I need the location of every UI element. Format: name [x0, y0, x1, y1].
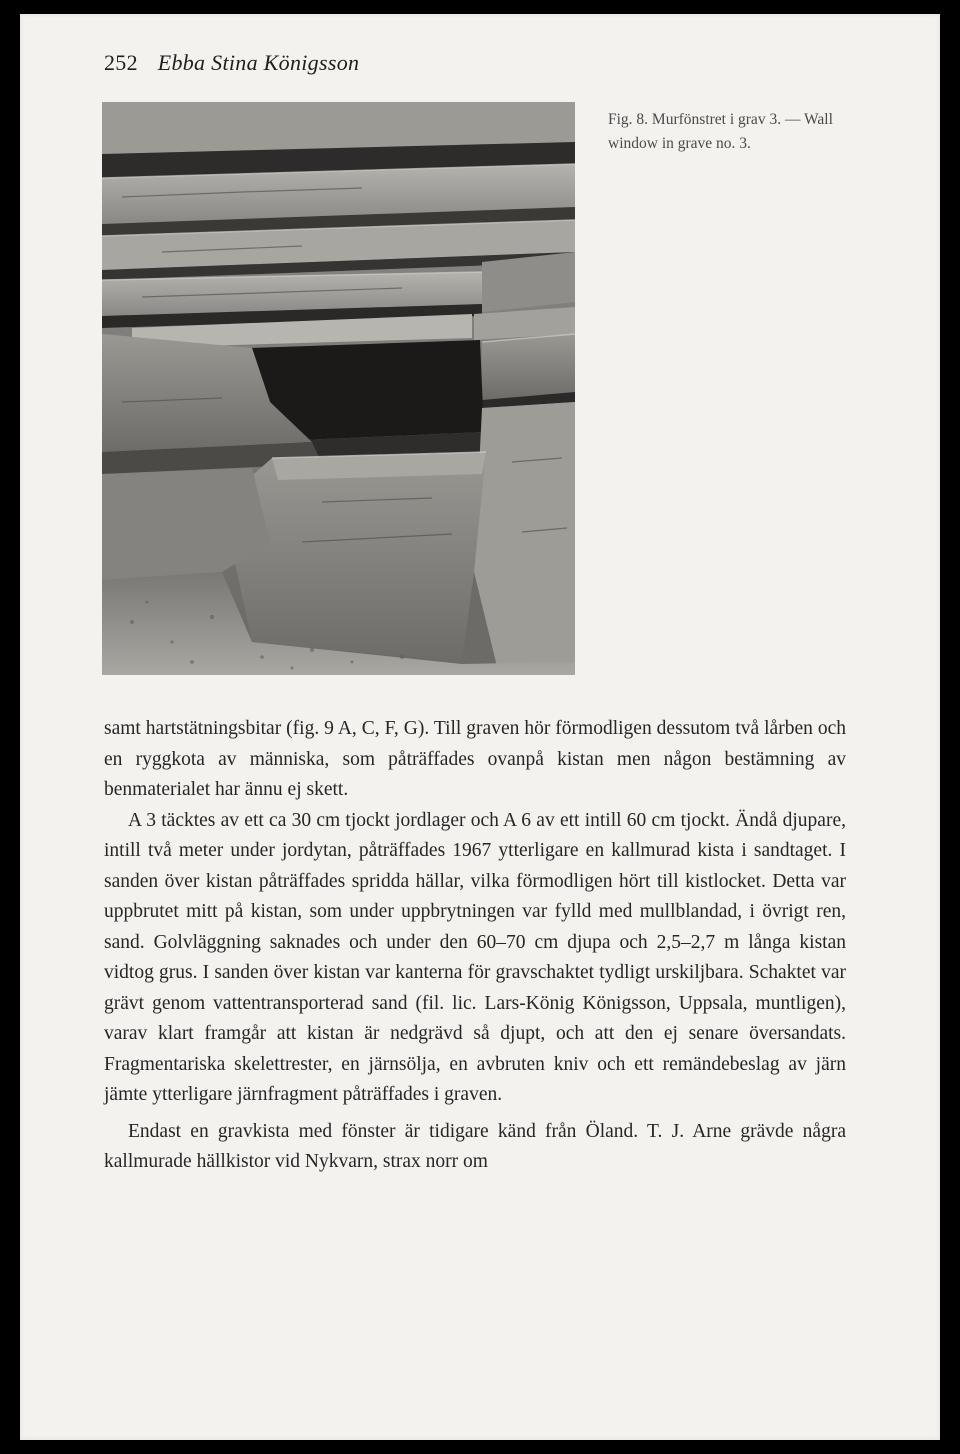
page-number: 252: [104, 50, 138, 75]
paragraph: A 3 täcktes av ett ca 30 cm tjockt jordlager och A 6 av ett intill 60 cm tjockt. Ändå djupare, intill två meter under jordytan, påträffades 1967 ytterligare en kallmurad kista i sandtaget. I sanden över kistan påträffades spridda hällar, vilka förmodligen hört till kistlocket. Detta var uppbrutet mitt på kistan, som under uppbrytningen var fylld med mullblandad, i övrigt ren, sand. Golvläggning saknades och under den 60–70 cm djupa och 2,5–2,7 m långa kistan vidtog grus. I sanden över kistan var kanterna för gravschaktet tydligt urskiljbara. Schaktet var grävt genom vattentransporterad sand (fil. lic. Lars-König Königsson, Uppsala, muntligen), varav klart framgår att kistan är nedgrävd så djupt, och att den ej senare översandats. Fragmentariska skelettrester, en järnsölja, en avbruten kniv och ett remändebeslag av järn jämte ytterligare järnfragment påträffades i graven.: [104, 809, 846, 1105]
figure-caption: Fig. 8. Murfönstret i grav 3. — Wall window in grave no. 3.: [608, 111, 833, 152]
author-name: Ebba Stina Königsson: [157, 50, 360, 75]
stone-wall-photo-icon: [102, 102, 575, 675]
body-text: [104, 714, 846, 1178]
paragraph: Endast en gravkista med fönster är tidigare känd från Öland. T. J. Arne grävde några kallmurade hällkistor vid Nykvarn, strax norr om: [104, 1120, 846, 1172]
running-head: [104, 50, 359, 76]
book-page: [20, 14, 940, 1440]
paragraph: samt hartstätningsbitar (fig. 9 A, C, F, G). Till graven hör förmodligen dessutom två lårben och en ryggkota av människa, som påträffades ovanpå kistan men någon bestämning av benmaterialet har ännu ej skett.: [104, 718, 846, 800]
figure-photo: [102, 102, 575, 675]
